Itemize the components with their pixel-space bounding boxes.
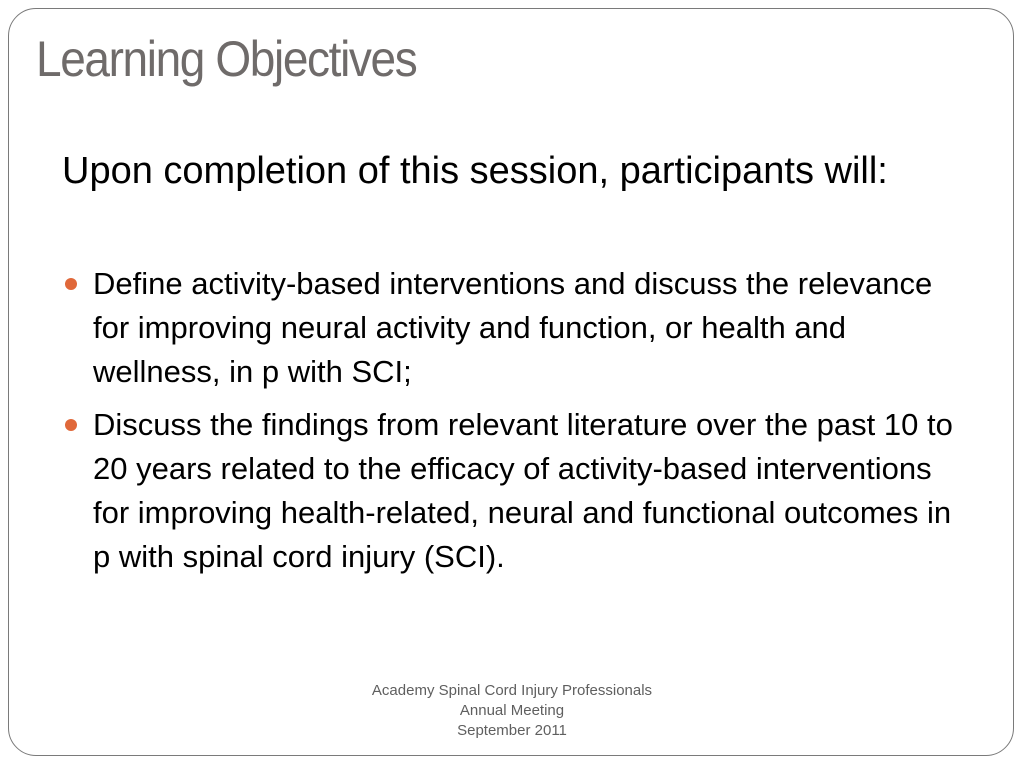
list-item [62,403,962,579]
bullet-text: Define activity-based interventions and discuss the relevance for improving neural activity and function, or health and wellness, in p with SCI; [93,266,933,389]
intro-text: Upon completion of this session, participants will: [62,150,888,192]
slide-title: Learning Objectives [36,31,417,87]
footer-line: September 2011 [457,722,567,739]
objectives-list [62,262,962,588]
footer-line: Annual Meeting [459,702,565,719]
list-item [62,262,962,394]
bullet-dot-icon [65,278,77,290]
bullet-text: Discuss the findings from relevant literature over the past 10 to 20 years related to the efficacy of activity-based interventions for improving health-related, neural and functional outcomes in p with spinal cord injury (SCI). [93,407,953,574]
footer [312,681,712,741]
footer-line: Academy Spinal Cord Injury Professionals [371,682,653,699]
bullet-dot-icon [65,419,77,431]
